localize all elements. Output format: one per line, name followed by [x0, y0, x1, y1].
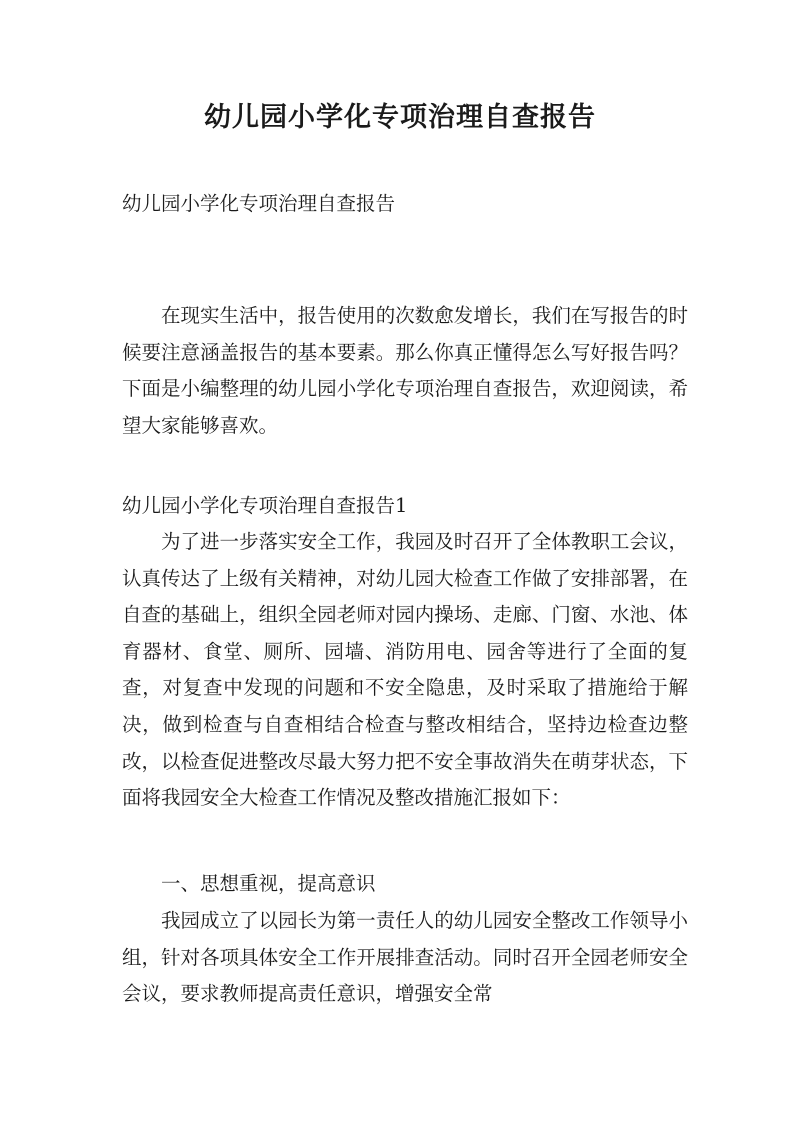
body-paragraph: 我园成立了以园长为第一责任人的幼儿园安全整改工作领导小组，针对各项具体安全工作开展排查活动。同时召开全园老师安全会议，要求教师提高责任意识，增强安全常: [122, 909, 688, 1006]
intro-paragraph: 在现实生活中，报告使用的次数愈发增长，我们在写报告的时候要注意涵盖报告的基本要素。那么你真正懂得怎么写好报告吗？下面是小编整理的幼儿园小学化专项治理自查报告，欢迎阅读，希望大家能够喜欢。: [122, 304, 688, 437]
section-heading: 一、思想重视，提高意识: [161, 872, 376, 895]
document-subtitle: 幼儿园小学化专项治理自查报告: [122, 192, 396, 215]
document-title: 幼儿园小学化专项治理自查报告: [204, 102, 596, 133]
section-title: 幼儿园小学化专项治理自查报告1: [122, 494, 408, 517]
body-paragraph: 为了进一步落实安全工作，我园及时召开了全体教职工会议，认真传达了上级有关精神，对幼儿园大检查工作做了安排部署，在自查的基础上，组织全园老师对园内操场、走廊、门窗、水池、体育器材、食堂、厕所、园墙、消防用电、园舍等进行了全面的复查，对复查中发现的问题和不安全隐患，及时采取了措施给于解决，做到检查与自查相结合检查与整改相结合，坚持边检查边整改，以检查促进整改尽最大努力把不安全事故消失在萌芽状态，下面将我园安全大检查工作情况及整改措施汇报如下：: [122, 530, 688, 810]
